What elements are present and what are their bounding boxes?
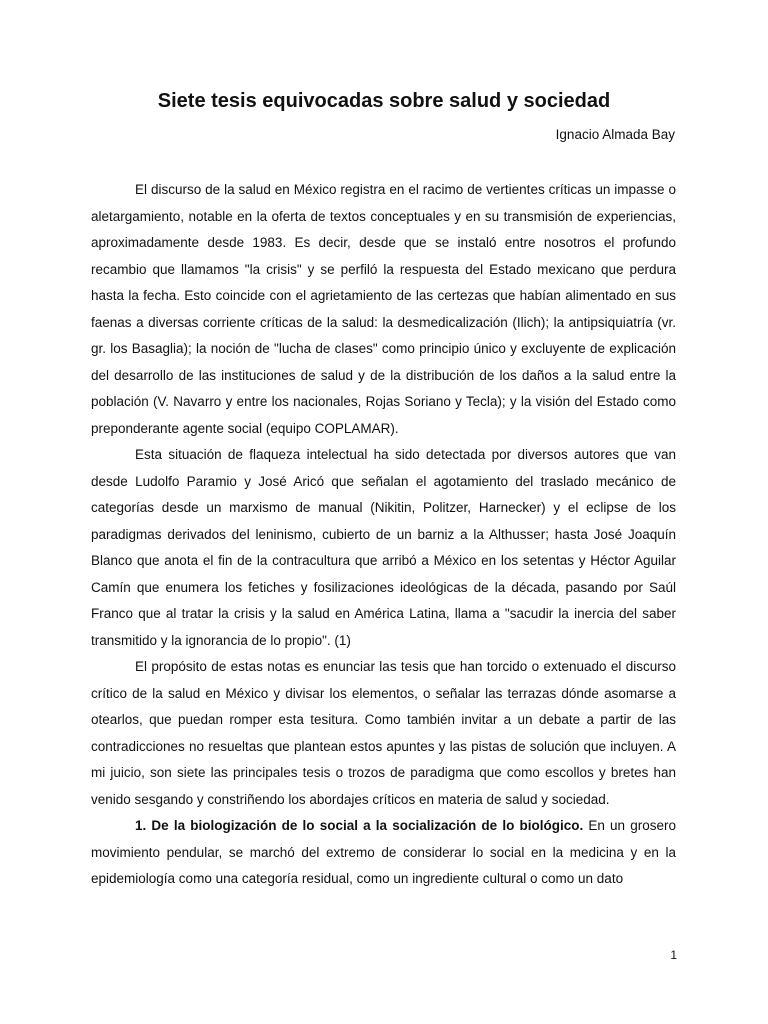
paragraph-2: Esta situación de flaqueza intelectual ha sido detectada por diversos autores que van desde Ludolfo Paramio y José Aricó que señalan el agotamiento del traslado mecánico de categorías desde un marxismo de manual (Nikitin, Politzer, Harnecker) y el eclipse de los paradigmas derivados del leninismo, cubierto de un barniz a la Althusser; hasta José Joaquín Blanco que anota el fin de la contracultura que arribó a México en los setentas y Héctor Aguilar Camín que enumera los fetiches y fosilizaciones ideológicas de la década, pasando por Saúl Franco que al tratar la crisis y la salud en América Latina, llama a "sacudir la inercia del saber transmitido y la ignorancia de lo propio". (1): [91, 447, 676, 648]
paragraph-3: El propósito de estas notas es enunciar las tesis que han torcido o extenuado el discurso crítico de la salud en México y divisar los elementos, o señalar las terrazas dónde asomarse a otearlos, que puedan romper esta tesitura. Como también invitar a un debate a partir de las contradicciones no resueltas que plantean estos apuntes y las pistas de solución que incluyen. A mi juicio, son siete las principales tesis o trozos de paradigma que como escollos y bretes han venido sesgando y constriñendo los abordajes críticos en materia de salud y sociedad.: [91, 659, 676, 807]
author-name: Ignacio Almada Bay: [555, 127, 675, 142]
thesis-1-text: En un grosero movimiento pendular, se marchó del extremo de considerar lo social en la medicina y en la epidemiología como una categoría residual, como un ingrediente cultural o como un dato: [91, 818, 676, 886]
document-title: Siete tesis equivocadas sobre salud y sociedad: [157, 90, 611, 112]
document-body: [91, 177, 676, 893]
paragraph-1: El discurso de la salud en México registra en el racimo de vertientes críticas un impasse o aletargamiento, notable en la oferta de textos conceptuales y en su transmisión de experiencias, aproximadamente desde 1983. Es decir, desde que se instaló entre nosotros el profundo recambio que llamamos "la crisis" y se perfiló la respuesta del Estado mexicano que perdura hasta la fecha. Esto coincide con el agrietamiento de las certezas que habían alimentado en sus faenas a diversas corriente críticas de la salud: la desmedicalización (Ilich); la antipsiquiatría (vr. gr. los Basaglia); la noción de "lucha de clases" como principio único y excluyente de explicación del desarrollo de las instituciones de salud y de la distribución de los daños a la salud entre la población (V. Navarro y entre los nacionales, Rojas Soriano y Tecla); y la visión del Estado como preponderante agente social (equipo COPLAMAR).: [91, 182, 676, 436]
thesis-1-heading: 1. De la biologización de lo social a la socialización de lo biológico.: [135, 818, 584, 833]
thesis-1-paragraph: [91, 813, 676, 893]
page-number: 1: [670, 948, 677, 962]
